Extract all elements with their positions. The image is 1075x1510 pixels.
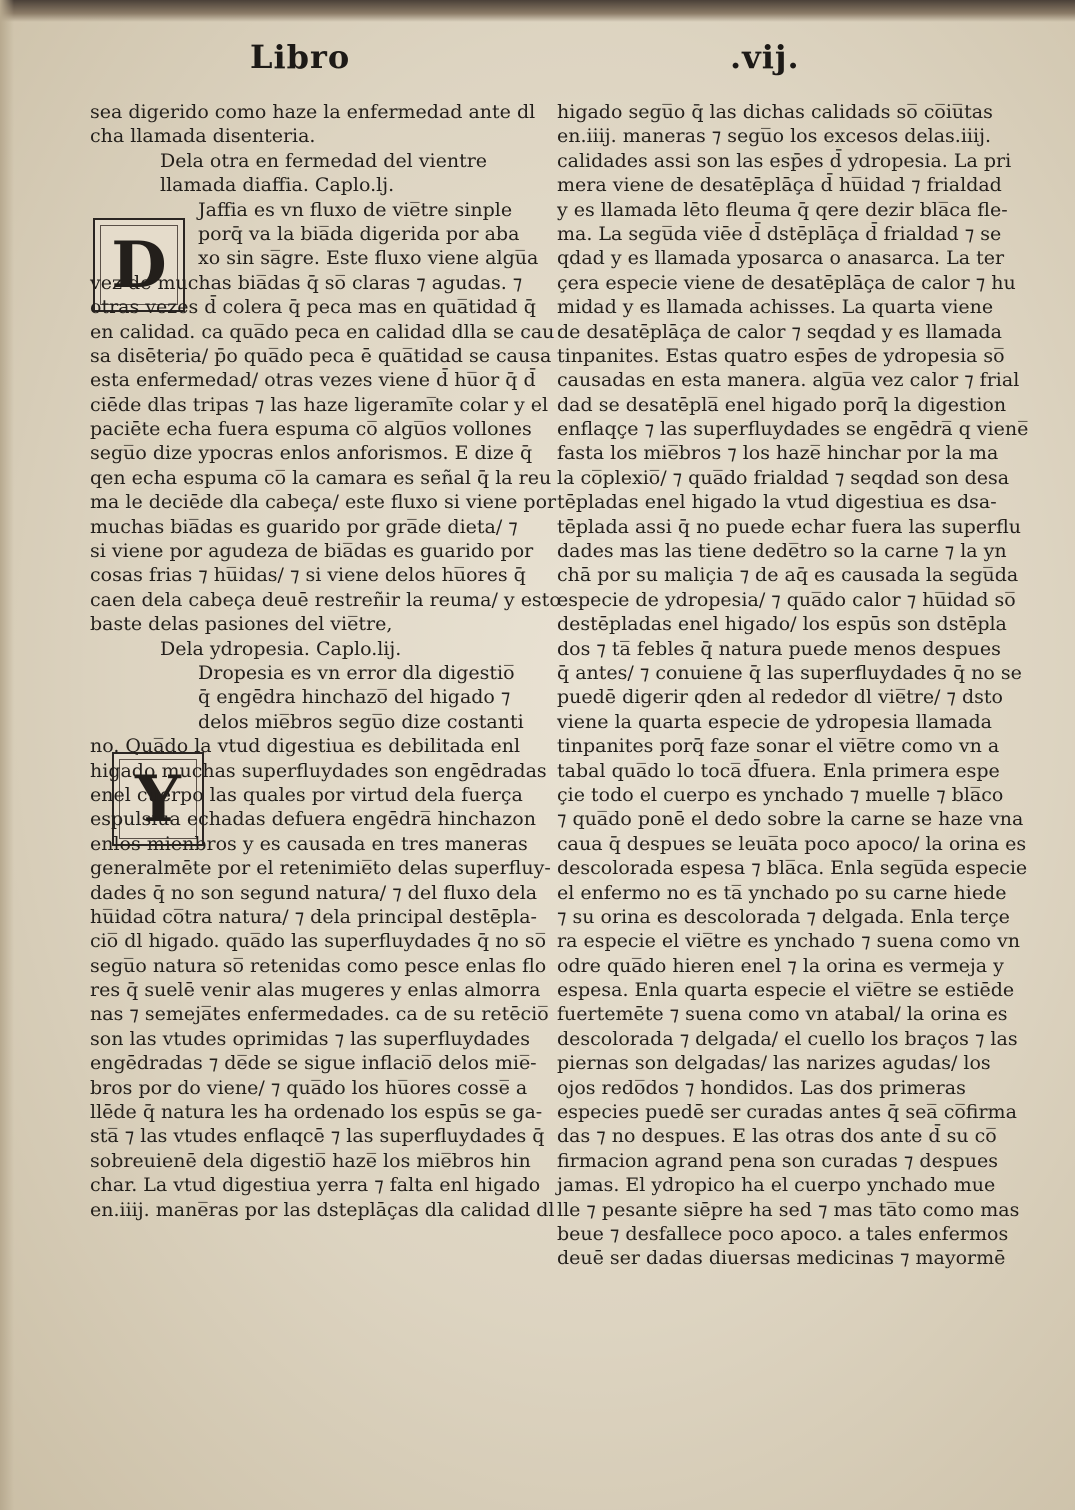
text-line: especies puedē ser curadas antes q̄ sea̅ co̅firma xyxy=(557,1101,1017,1124)
text-line: en.iiij. maneras ⁊ segu̅o los excesos delas.iiij. xyxy=(557,125,991,148)
text-line: dad se desatēpla̅ enel higado porq̄ la digestion xyxy=(557,393,1007,416)
text-line: deuē ser dadas diuersas medicinas ⁊ mayormē xyxy=(557,1247,1006,1270)
text-line: Jaffia es vn fluxo de vie̅tre sinple xyxy=(198,198,513,221)
text-line: tabal qua̅do lo toca̅ d̄fuera. Enla primera espe xyxy=(557,759,1000,782)
text-line: mera viene de desatēplāça d̄ hu̅idad ⁊ frialdad xyxy=(557,174,1002,197)
text-line: das ⁊ no despues. E las otras dos ante d̄ su co̅ xyxy=(557,1125,997,1148)
text-line: sta̅ ⁊ las vtudes enflaqcē ⁊ las superfluydades q̄ xyxy=(90,1125,545,1148)
right-text-column xyxy=(557,100,1029,1271)
decorated-initial-y: Y xyxy=(112,752,204,846)
text-line: calidades assi son las esp̄es d̄ ydropesia. La pri xyxy=(557,149,1012,172)
text-line: en.iiij. mane̅ras por las dsteplāças dla calidad dl xyxy=(90,1198,555,1221)
text-line: espulsiua echadas defuera engēdra̅ hinchazon xyxy=(90,808,536,831)
text-line: dos ⁊ ta̅ febles q̄ natura puede menos despues xyxy=(557,637,1001,660)
text-line: muchas bia̅das es guarido por gra̅de dieta/ ⁊ xyxy=(90,515,518,538)
text-line: descolorada espesa ⁊ bla̅ca. Enla segu̅da especie xyxy=(557,857,1028,880)
text-line: dades mas las tiene dede̅tro so la carne ⁊ la yn xyxy=(557,540,1007,563)
text-line: nas ⁊ semeja̅tes enfermedades. ca de su retēcio̅ xyxy=(90,1003,549,1026)
text-line: causadas en esta manera. algu̅a vez calor ⁊ frial xyxy=(557,369,1020,392)
text-line: ciēde dlas tripas ⁊ las haze ligerami̅te colar y el xyxy=(90,393,549,416)
text-line: firmacion agrand pena son curadas ⁊ despues xyxy=(557,1149,998,1172)
text-line: ra especie el vie̅tre es ynchado ⁊ suena como vn xyxy=(557,930,1020,953)
text-line: tēplada assi q̄ no puede echar fuera las superflu xyxy=(557,515,1022,538)
text-line: destēpladas enel higado/ los espūs son dstēpla xyxy=(557,613,1007,636)
text-line: jamas. El ydropico ha el cuerpo ynchado mue xyxy=(557,1174,996,1197)
text-line: lle ⁊ pesante siēpre ha sed ⁊ mas ta̅to como mas xyxy=(557,1198,1020,1221)
page-top-edge xyxy=(0,0,1075,22)
text-line: chā por su maliçia ⁊ de aq̄ es causada la segu̅da xyxy=(557,564,1019,587)
text-line: bros por do viene/ ⁊ qua̅do los hu̅ores cosse̅ a xyxy=(90,1076,528,1099)
text-line: dades q̄ no son segund natura/ ⁊ del fluxo dela xyxy=(90,881,538,904)
text-line: ma le deciēde dla cabeça/ este fluxo si viene por xyxy=(90,491,557,514)
text-line: enlos mienbros y es causada en tres maneras xyxy=(90,832,528,855)
text-line: el enfermo no es ta̅ ynchado po su carne hiede xyxy=(557,881,1007,904)
text-line: engēdradas ⁊ de̅de se sigue inflacio̅ delos mie̅- xyxy=(90,1052,537,1075)
text-line: si viene por agudeza de bia̅das es guarido por xyxy=(90,540,534,563)
text-line: cio̅ dl higado. qua̅do las superfluydades q̄ no so̅ xyxy=(90,930,547,953)
text-line: qdad y es llamada yposarca o anasarca. La ter xyxy=(557,247,1005,270)
text-line: char. La vtud digestiua yerra ⁊ falta enl higado xyxy=(90,1174,541,1197)
text-line: ma. La segu̅da viēe d̄ dstēplāça d̄ frialdad ⁊ se xyxy=(557,222,1002,245)
text-line: xo sin sa̅gre. Este fluxo viene algu̅a xyxy=(198,247,539,270)
text-line: midad y es llamada achisses. La quarta viene xyxy=(557,296,994,319)
text-line: otras vezes d̄ colera q̄ peca mas en qua̅tidad q̄ xyxy=(90,296,536,319)
text-line: y es llamada lēto fleuma q̄ qere dezir bla̅ca fle- xyxy=(557,198,1008,221)
text-line: descolorada ⁊ delgada/ el cuello los braços ⁊ las xyxy=(557,1027,1018,1050)
text-line: odre qua̅do hieren enel ⁊ la orina es vermeja y xyxy=(557,954,1004,977)
text-line: llēde q̄ natura les ha ordenado los espūs se ga- xyxy=(90,1101,543,1124)
text-line: llamada diaffia. Caplo.lj. xyxy=(160,174,395,197)
text-line: Dela ydropesia. Caplo.lij. xyxy=(160,637,402,660)
text-line: enflaqçe ⁊ las superfluydades se engēdra̅ q viene̅ xyxy=(557,418,1029,441)
text-line: caen dela cabeça deuē restreñir la reuma/ y esto xyxy=(90,588,561,611)
text-line: higado muchas superfluydades son engēdradas xyxy=(90,759,547,782)
text-line: ojos redo̅dos ⁊ hondidos. Las dos primeras xyxy=(557,1076,966,1099)
text-line: fasta los mie̅bros ⁊ los haze̅ hinchar por la ma xyxy=(557,442,999,465)
text-line: ⁊ su orina es descolorada ⁊ delgada. Enla terçe xyxy=(557,905,1010,928)
text-line: res q̄ suelē venir alas mugeres y enlas almorra xyxy=(90,979,541,1002)
text-line: sa disēteria/ p̄o qua̅do peca ē qua̅tidad se causa xyxy=(90,344,552,367)
text-line: la co̅plexio̅/ ⁊ qua̅do frialdad ⁊ seqdad son desa xyxy=(557,466,1010,489)
text-line: çera especie viene de desatēplāça de calor ⁊ hu xyxy=(557,271,1016,294)
folio-number: .vij. xyxy=(730,38,800,76)
text-line: beue ⁊ desfallece poco apoco. a tales enfermos xyxy=(557,1222,1009,1245)
text-line: de desatēplāça de calor ⁊ seqdad y es llamada xyxy=(557,320,1002,343)
text-line: fuertemēte ⁊ suena como vn atabal/ la orina es xyxy=(557,1003,1008,1026)
text-line: especie de ydropesia/ ⁊ qua̅do calor ⁊ hu̅idad so̅ xyxy=(557,588,1016,611)
text-line: delos mie̅bros segu̅o dize costanti xyxy=(198,710,524,733)
text-line: cha llamada disenteria. xyxy=(90,125,316,148)
text-line: baste delas pasiones del vie̅tre, xyxy=(90,613,393,636)
text-line: cosas frias ⁊ hu̅idas/ ⁊ si viene delos hu̅ores q̄ xyxy=(90,564,526,587)
text-line: piernas son delgadas/ las narizes agudas/ los xyxy=(557,1052,991,1075)
text-line: son las vtudes oprimidas ⁊ las superfluydades xyxy=(90,1027,531,1050)
text-line: caua q̄ despues se leua̅ta poco apoco/ la orina es xyxy=(557,832,1027,855)
left-text-column xyxy=(90,100,561,1222)
text-line: sea digerido como haze la enfermedad ante dl xyxy=(90,101,536,123)
text-line: generalmēte por el retenimie̅to delas superfluy- xyxy=(90,857,551,880)
text-line: Dela otra en fermedad del vientre xyxy=(160,149,488,172)
text-line: Dropesia es vn error dla digestio̅ xyxy=(198,661,515,684)
text-line: sobreuienē dela digestio̅ haze̅ los mie̅bros hin xyxy=(90,1149,531,1172)
text-line: enel cuerpo las quales por virtud dela fuerça xyxy=(90,783,523,806)
text-line: espesa. Enla quarta especie el vie̅tre se estiēde xyxy=(557,979,1015,1002)
text-line: viene la quarta especie de ydropesia llamada xyxy=(557,710,993,733)
text-line: q̄ antes/ ⁊ conuiene q̄ las superfluydades q̄ no se xyxy=(557,661,1022,684)
text-line: higado segu̅o q̄ las dichas calidads so̅ co̅iu̅tas xyxy=(557,101,993,123)
text-line: paciēte echa fuera espuma co̅ algu̅os vollones xyxy=(90,418,532,441)
text-line: segu̅o natura so̅ retenidas como pesce enlas flo xyxy=(90,954,547,977)
text-line: esta enfermedad/ otras vezes viene d̄ hu̅or q̄ d̄ xyxy=(90,369,536,392)
text-line: en calidad. ca qua̅do peca en calidad dlla se cau xyxy=(90,320,555,343)
text-line: no. Qua̅do la vtud digestiua es debilitada enl xyxy=(90,735,521,758)
text-line: segu̅o dize ypocras enlos anforismos. E dize q̄ xyxy=(90,442,533,465)
page-left-edge xyxy=(0,0,14,1510)
text-line: vez de muchas bia̅das q̄ so̅ claras ⁊ agudas. ⁊ xyxy=(90,271,523,294)
text-line: porq̄ va la bia̅da digerida por aba xyxy=(198,222,520,245)
text-line: qen echa espuma co̅ la camara es señal q̄ la reu xyxy=(90,466,552,489)
decorated-initial-d: D xyxy=(93,218,185,312)
text-line: ⁊ qua̅do ponē el dedo sobre la carne se haze vna xyxy=(557,808,1024,831)
text-line: puedē digerir qden al rededor dl vie̅tre/ ⁊ dsto xyxy=(557,686,1003,709)
text-line: tinpanites porq̄ faze sonar el vie̅tre como vn a xyxy=(557,735,1000,758)
text-line: tinpanites. Estas quatro esp̄es de ydropesia so̅ xyxy=(557,344,1005,367)
text-line: hu̅idad co̅tra natura/ ⁊ dela principal destēpla- xyxy=(90,905,537,928)
text-line: q̄ engēdra hinchazo̅ del higado ⁊ xyxy=(198,686,511,709)
text-line: tēpladas enel higado la vtud digestiua es dsa- xyxy=(557,491,997,514)
text-line: çie todo el cuerpo es ynchado ⁊ muelle ⁊ bla̅co xyxy=(557,783,1004,806)
running-header-left: Libro xyxy=(250,38,351,76)
